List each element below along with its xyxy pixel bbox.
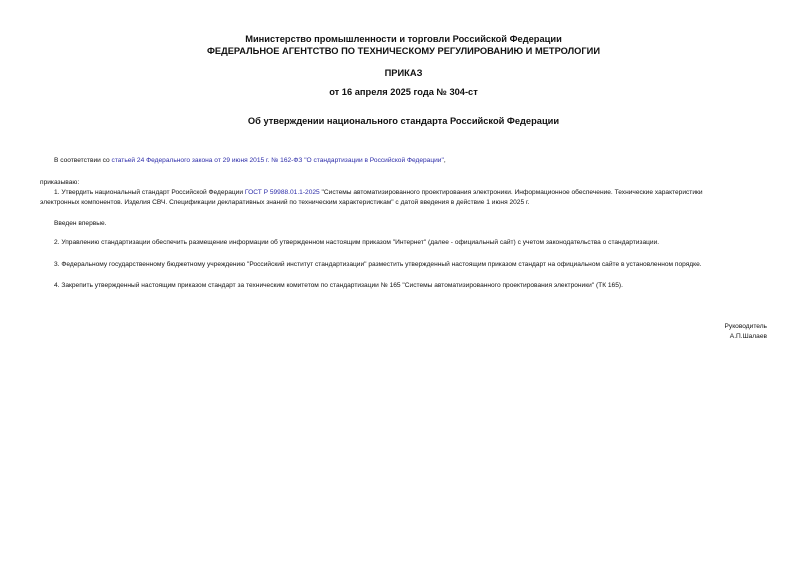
item-1-line-2: электронных компонентов. Изделия СВЧ. Спецификации декларативных знаний по техническим характеристикам" с датой введения в действие 1 июня 2025 г.	[40, 199, 530, 206]
signature-title: Руководитель	[724, 323, 767, 330]
item-2: 2. Управлению стандартизации обеспечить размещение информации об утвержденном настоящим приказом "Интернет" (далее - официальный сайт) с учетом законодательства о стандартизации.	[54, 239, 660, 246]
item-3: 3. Федеральному государственному бюджетному учреждению "Российский институт стандартизации" разместить утвержденный настоящим приказом стандарт на официальном сайте в установленном порядке.	[54, 261, 702, 268]
document-subject: Об утверждении национального стандарта Российской Федерации	[247, 116, 560, 126]
signature-name: А.П.Шалаев	[729, 333, 767, 340]
ministry-title: Министерство промышленности и торговли Российской Федерации	[245, 34, 562, 44]
federal-law-link[interactable]: статьей 24 Федерального закона от 29 июня 2015 г. № 162-ФЗ "О стандартизации в Российской Федерации"	[111, 157, 444, 164]
agency-title: ФЕДЕРАЛЬНОЕ АГЕНТСТВО ПО ТЕХНИЧЕСКОМУ РЕГУЛИРОВАНИЮ И МЕТРОЛОГИИ	[206, 46, 601, 56]
item-1-line-1	[54, 188, 703, 198]
document-type: ПРИКАЗ	[384, 68, 423, 78]
item-1-prefix: 1. Утвердить национальный стандарт Российской Федерации	[54, 189, 245, 196]
order-word: приказываю:	[40, 179, 80, 186]
gost-standard-link[interactable]: ГОСТ Р 59988.01.1-2025	[244, 189, 320, 196]
introduced-note: Введен впервые.	[54, 220, 107, 227]
item-1-line1-suffix: "Системы автоматизированного проектирования электроники. Информационное обеспечение. Технические характеристики	[319, 189, 703, 196]
item-4: 4. Закрепить утвержденный настоящим приказом стандарт за техническим комитетом по стандартизации № 165 "Системы автоматизированного проектирования электроники" (ТК 165).	[54, 282, 623, 289]
preamble	[54, 156, 446, 166]
preamble-suffix: ,	[443, 157, 446, 164]
preamble-prefix: В соответствии со	[54, 157, 112, 164]
document-date-number: от 16 апреля 2025 года № 304-ст	[329, 87, 478, 97]
